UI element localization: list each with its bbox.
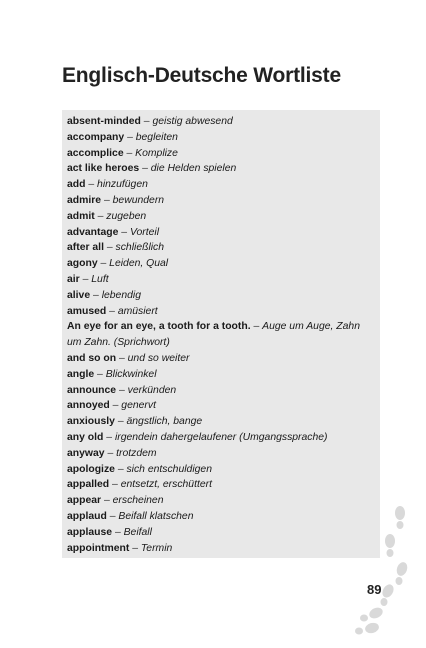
list-item <box>67 493 375 509</box>
list-item <box>67 240 375 256</box>
entry-term: advantage <box>67 226 119 238</box>
footprints-icon <box>350 505 412 635</box>
entry-separator: – <box>118 384 125 396</box>
entry-term: any old <box>67 431 104 443</box>
entry-term: agony <box>67 258 98 270</box>
list-item <box>67 209 375 225</box>
entry-term: appear <box>67 495 102 507</box>
entry-separator: – <box>107 447 114 459</box>
entry-separator: – <box>114 526 121 538</box>
entry-term: applause <box>67 526 113 538</box>
list-item <box>67 525 375 541</box>
entry-translation: sich entschuldigen <box>126 463 212 475</box>
entry-term: annoyed <box>67 400 110 412</box>
entry-translation: entsetzt, erschüttert <box>120 479 212 491</box>
entry-term: air <box>67 273 80 285</box>
entry-term: applaud <box>67 510 107 522</box>
entry-separator: – <box>121 226 128 238</box>
page-number: 89 <box>367 582 382 597</box>
entry-separator: – <box>93 289 99 301</box>
list-item <box>67 414 375 430</box>
entry-translation: Vorteil <box>129 226 160 238</box>
list-item <box>67 430 375 446</box>
entry-term: add <box>67 179 86 191</box>
page-title: Englisch-Deutsche Wortliste <box>62 64 341 87</box>
entry-separator: – <box>82 273 89 285</box>
entry-term: accompany <box>67 131 125 143</box>
list-item <box>67 509 375 525</box>
list-item <box>67 446 375 462</box>
entry-term: announce <box>67 384 117 396</box>
entry-term: apologize <box>67 463 115 475</box>
entry-separator: – <box>112 400 119 412</box>
list-item <box>67 304 375 320</box>
entry-translation: Beifall klatschen <box>118 510 194 522</box>
list-item <box>67 383 375 399</box>
entry-term: and so on <box>67 352 117 364</box>
entry-separator: – <box>142 163 148 175</box>
entry-separator: – <box>112 479 118 491</box>
entry-translation: schließlich <box>115 242 165 254</box>
entry-translation: amüsiert <box>117 305 158 317</box>
entry-translation: hinzufügen <box>97 179 148 191</box>
entry-term: admire <box>67 194 102 206</box>
entry-term: anyway <box>67 447 105 459</box>
entry-translation: Leiden, Qual <box>109 258 169 270</box>
entry-separator: – <box>97 368 103 380</box>
entry-translation: Auge um Auge, Zahn um Zahn. (Sprichwort) <box>67 321 360 349</box>
list-item <box>67 225 375 241</box>
entry-term: accomplice <box>67 147 124 159</box>
entry-separator: – <box>103 194 110 206</box>
entry-translation: irgendein dahergelaufener (Umgangssprache) <box>114 431 328 443</box>
entry-separator: – <box>253 321 260 333</box>
entry-translation: bewundern <box>112 194 165 206</box>
entry-separator: – <box>103 495 110 507</box>
entry-term: anxiously <box>67 416 115 428</box>
entry-translation: ängstlich, bange <box>126 416 203 428</box>
entry-term: amused <box>67 305 107 317</box>
entry-translation: lebendig <box>101 289 141 301</box>
entry-separator: – <box>109 510 116 522</box>
list-item <box>67 177 375 193</box>
entry-translation: und so weiter <box>127 352 190 364</box>
list-item <box>67 477 375 493</box>
list-item <box>67 398 375 414</box>
entry-separator: – <box>118 352 125 364</box>
list-item <box>67 351 375 367</box>
word-list <box>62 110 380 558</box>
entry-separator: – <box>106 242 113 254</box>
entry-separator: – <box>143 116 150 127</box>
entry-separator: – <box>100 258 107 270</box>
entry-separator: – <box>132 542 139 554</box>
list-item <box>67 146 375 162</box>
entry-translation: verkünden <box>127 384 177 396</box>
entry-translation: Termin <box>140 542 173 554</box>
list-item <box>67 130 375 146</box>
entry-separator: – <box>127 131 133 143</box>
entry-translation: genervt <box>121 400 156 412</box>
entry-term: alive <box>67 289 91 301</box>
entry-translation: zugeben <box>106 210 147 222</box>
list-item <box>67 367 375 383</box>
list-item <box>67 161 375 177</box>
entry-separator: – <box>88 179 95 191</box>
entry-term: after all <box>67 242 104 254</box>
entry-term: appalled <box>67 479 110 491</box>
entry-term: appointment <box>67 542 130 554</box>
list-item <box>67 319 375 351</box>
entry-translation: Beifall <box>123 526 152 538</box>
entry-translation: geistig abwesend <box>152 116 233 127</box>
entry-translation: die Helden spielen <box>150 163 237 175</box>
entry-term: angle <box>67 368 95 380</box>
entry-term: An eye for an eye, a tooth for a tooth. <box>67 321 251 333</box>
entry-translation: erscheinen <box>112 495 164 507</box>
entry-term: admit <box>67 210 95 222</box>
list-item <box>67 256 375 272</box>
entry-term: act like heroes <box>67 163 140 175</box>
list-item <box>67 272 375 288</box>
entry-separator: – <box>117 416 124 428</box>
entry-separator: – <box>106 431 113 443</box>
list-item <box>67 193 375 209</box>
entry-translation: Komplize <box>135 147 178 159</box>
list-item <box>67 541 375 557</box>
entry-translation: Luft <box>91 273 109 285</box>
entry-separator: – <box>109 305 115 317</box>
list-item <box>67 462 375 478</box>
list-item <box>67 288 375 304</box>
list-item <box>67 114 375 130</box>
entry-translation: begleiten <box>135 131 178 143</box>
entry-separator: – <box>126 147 133 159</box>
entry-separator: – <box>117 463 124 475</box>
entry-separator: – <box>97 210 104 222</box>
entry-translation: trotzdem <box>116 447 157 459</box>
entry-term: absent-minded <box>67 116 141 127</box>
entry-translation: Blickwinkel <box>105 368 157 380</box>
